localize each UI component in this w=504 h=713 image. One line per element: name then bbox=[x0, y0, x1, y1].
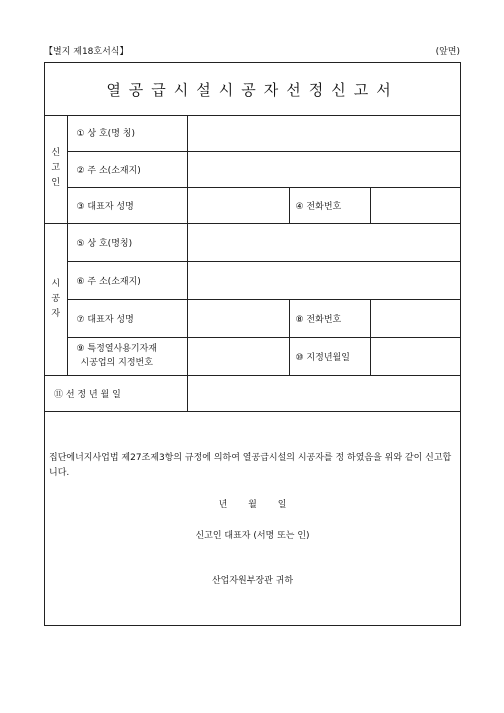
section-char: 고 bbox=[51, 163, 61, 174]
declaration-date-line: 년 월 일 bbox=[218, 500, 287, 510]
applicant-phone-label: ④ 전화번호 bbox=[289, 187, 370, 223]
contractor-designation-field[interactable] bbox=[187, 337, 289, 375]
applicant-name-field[interactable] bbox=[187, 115, 460, 151]
section-char: 자 bbox=[51, 308, 61, 319]
applicant-representative-field[interactable] bbox=[187, 187, 289, 223]
contractor-designation-row bbox=[45, 337, 460, 375]
page-side-label: (앞면) bbox=[435, 47, 460, 57]
applicant-address-label: ② 주 소(소재지) bbox=[67, 151, 187, 187]
form-frame bbox=[44, 62, 461, 626]
applicant-name-label: ① 상 호(명 칭) bbox=[67, 115, 187, 151]
contractor-name-row bbox=[45, 223, 460, 261]
contractor-section-label bbox=[45, 223, 67, 375]
designation-label-line: ⑨ 특정열사용기자재 bbox=[76, 344, 157, 354]
form-title: 열공급시설시공자선정신고서 bbox=[45, 63, 460, 116]
section-char: 인 bbox=[51, 178, 61, 189]
form-grid bbox=[45, 115, 460, 412]
contractor-designation-date-field[interactable] bbox=[370, 337, 460, 375]
contractor-address-row bbox=[45, 261, 460, 299]
contractor-representative-field[interactable] bbox=[187, 299, 289, 337]
contractor-phone-field[interactable] bbox=[370, 299, 460, 337]
contractor-address-label: ⑥ 주 소(소재지) bbox=[67, 261, 187, 299]
applicant-name-row bbox=[45, 115, 460, 151]
selection-date-field[interactable] bbox=[187, 375, 460, 411]
selection-date-label: ⑪ 선 정 년 월 일 bbox=[45, 375, 187, 411]
declaration-block bbox=[45, 411, 460, 625]
contractor-designation-date-label: ⑩ 지정년월일 bbox=[289, 337, 370, 375]
applicant-address-row bbox=[45, 151, 460, 187]
declaration-signature-line: 신고인 대표자 (서명 또는 인) bbox=[195, 531, 310, 541]
applicant-address-field[interactable] bbox=[187, 151, 460, 187]
declaration-addressee: 산업자원부장관 귀하 bbox=[211, 576, 294, 586]
designation-label-line: 시공업의 지정번호 bbox=[80, 358, 153, 368]
section-char: 공 bbox=[51, 293, 61, 304]
applicant-representative-label: ③ 대표자 성명 bbox=[67, 187, 187, 223]
contractor-phone-label: ⑧ 전화번호 bbox=[289, 299, 370, 337]
contractor-representative-row bbox=[45, 299, 460, 337]
declaration-text: 집단에너지사업법 제27조제3항의 규정에 의하여 열공급시설의 시공자를 정 하였음을 위와 같이 신고합니다. bbox=[49, 453, 452, 478]
form-number: 【별지 제18호서식】 bbox=[44, 47, 129, 57]
applicant-representative-row bbox=[45, 187, 460, 223]
section-char: 시 bbox=[51, 278, 61, 289]
section-char: 신 bbox=[51, 148, 61, 159]
contractor-representative-label: ⑦ 대표자 성명 bbox=[67, 299, 187, 337]
contractor-name-label: ⑤ 상 호(명칭) bbox=[67, 223, 187, 261]
applicant-section-label bbox=[45, 115, 67, 223]
applicant-phone-field[interactable] bbox=[370, 187, 460, 223]
contractor-name-field[interactable] bbox=[187, 223, 460, 261]
contractor-designation-label bbox=[67, 337, 187, 375]
contractor-address-field[interactable] bbox=[187, 261, 460, 299]
selection-date-row bbox=[45, 375, 460, 411]
